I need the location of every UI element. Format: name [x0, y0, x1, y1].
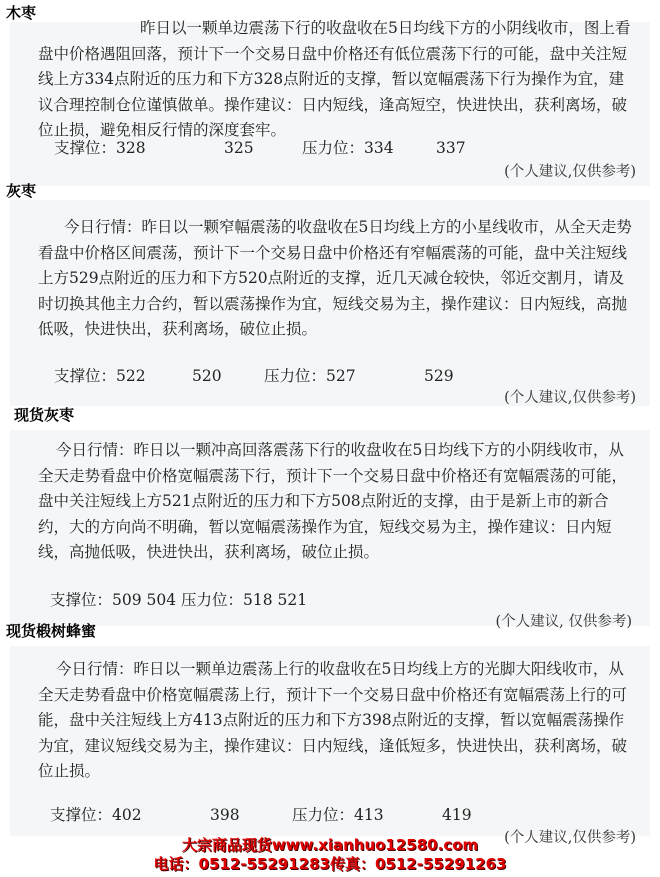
footer-phone-fax: 电话：0512-55291283传真：0512-55291263 [153, 855, 507, 873]
pressure-value-2: 529 [424, 367, 454, 385]
pressure-value-1: 334 [364, 139, 394, 157]
pressure-value-1: 413 [354, 806, 384, 824]
support-value-2: 325 [224, 139, 254, 157]
support-label: 支撑位： [54, 367, 117, 385]
price-levels [50, 803, 472, 825]
pressure-label: 压力位： [302, 139, 365, 157]
section-body-text: 今日行情：昨日以一颗窄幅震荡的收盘收在5日均线上方的小星线收市，从全天走势看盘中价格区间震荡，预计下一个交易日盘中价格还有窄幅震荡的可能，盘中关注短线上方529点附近的压力和下方520点附近的支撑，近几天减仓较快，邻近交割月，请及时切换其他主力合约，暂以震荡操作为宜，短线交易为主，操作建议：日内短线，高抛低吸，快进快出，获利离场，破位止损。 [38, 218, 632, 338]
support-value-2: 398 [210, 806, 240, 824]
price-levels: 支撑位：509 504 压力位：518 521 [50, 591, 308, 609]
pressure-value-2: 337 [436, 139, 466, 157]
support-value-1: 328 [116, 139, 146, 157]
disclaimer-note: (个人建议,仅供参考) [504, 830, 636, 846]
pressure-value-1: 527 [326, 367, 356, 385]
footer-website: 大宗商品现货www.xianhuo12580.com [181, 836, 479, 854]
section-title-spot-linden-honey: 现货椴树蜂蜜 [6, 622, 97, 640]
support-label: 支撑位： [54, 139, 117, 157]
section-title-hui-zao: 灰枣 [6, 182, 37, 200]
disclaimer-note: (个人建议,仅供参考) [504, 164, 636, 180]
section-title-spot-hui-zao: 现货灰枣 [14, 406, 75, 424]
pressure-label: 压力位： [264, 367, 327, 385]
support-value-1: 402 [112, 806, 142, 824]
price-levels [54, 364, 454, 386]
pressure-value-2: 419 [442, 806, 472, 824]
section-body-text: 今日行情：昨日以一颗冲高回落震荡下行的收盘收在5日均线下方的小阴线收市，从全天走势看盘中价格宽幅震荡下行，预计下一个交易日盘中价格还有宽幅震荡的可能，盘中关注短线上方521点附近的压力和下方508点附近的支撑，由于是新上市的新合约，大的方向尚不明确，暂以宽幅震荡操作为宜，短线交易为主，操作建议：日内短线，高抛低吸，快进快出，获利离场，破位止损。 [38, 441, 628, 561]
disclaimer-note: (个人建议,仅供参考) [504, 390, 636, 406]
pressure-label: 压力位： [292, 806, 355, 824]
support-label: 支撑位： [50, 806, 113, 824]
section-body-text: 今日行情：昨日以一颗单边震荡上行的收盘收在5日均线上方的光脚大阳线收市，从全天走势看盘中价格宽幅震荡上行，预计下一个交易日盘中价格还有宽幅震荡上行的可能，盘中关注短线上方413点附近的压力和下方398点附近的支撑，暂以宽幅震荡操作为宜，建议短线交易为主，操作建议：日内短线，逢低短多，快进快出，获利离场，破位止损。 [38, 660, 628, 780]
disclaimer-note: (个人建议, 仅供参考) [495, 614, 632, 630]
section-title-mu-zao: 木枣 [6, 4, 37, 22]
section-body-text: 昨日以一颗单边震荡下行的收盘收在5日均线下方的小阴线收市，图上看盘中价格遇阻回落，预计下一个交易日盘中价格还有低位震荡下行的可能，盘中关注短线上方334点附近的压力和下方328点附近的支撑，暂以宽幅震荡下行为操作为宜，建议合理控制仓位谨慎做单。操作建议：日内短线，逢高短空，快进快出，获利离场，破位止损，避免相反行情的深度套牢。 [38, 19, 631, 139]
support-value-2: 520 [192, 367, 222, 385]
support-value-1: 522 [116, 367, 146, 385]
price-levels [54, 136, 466, 158]
